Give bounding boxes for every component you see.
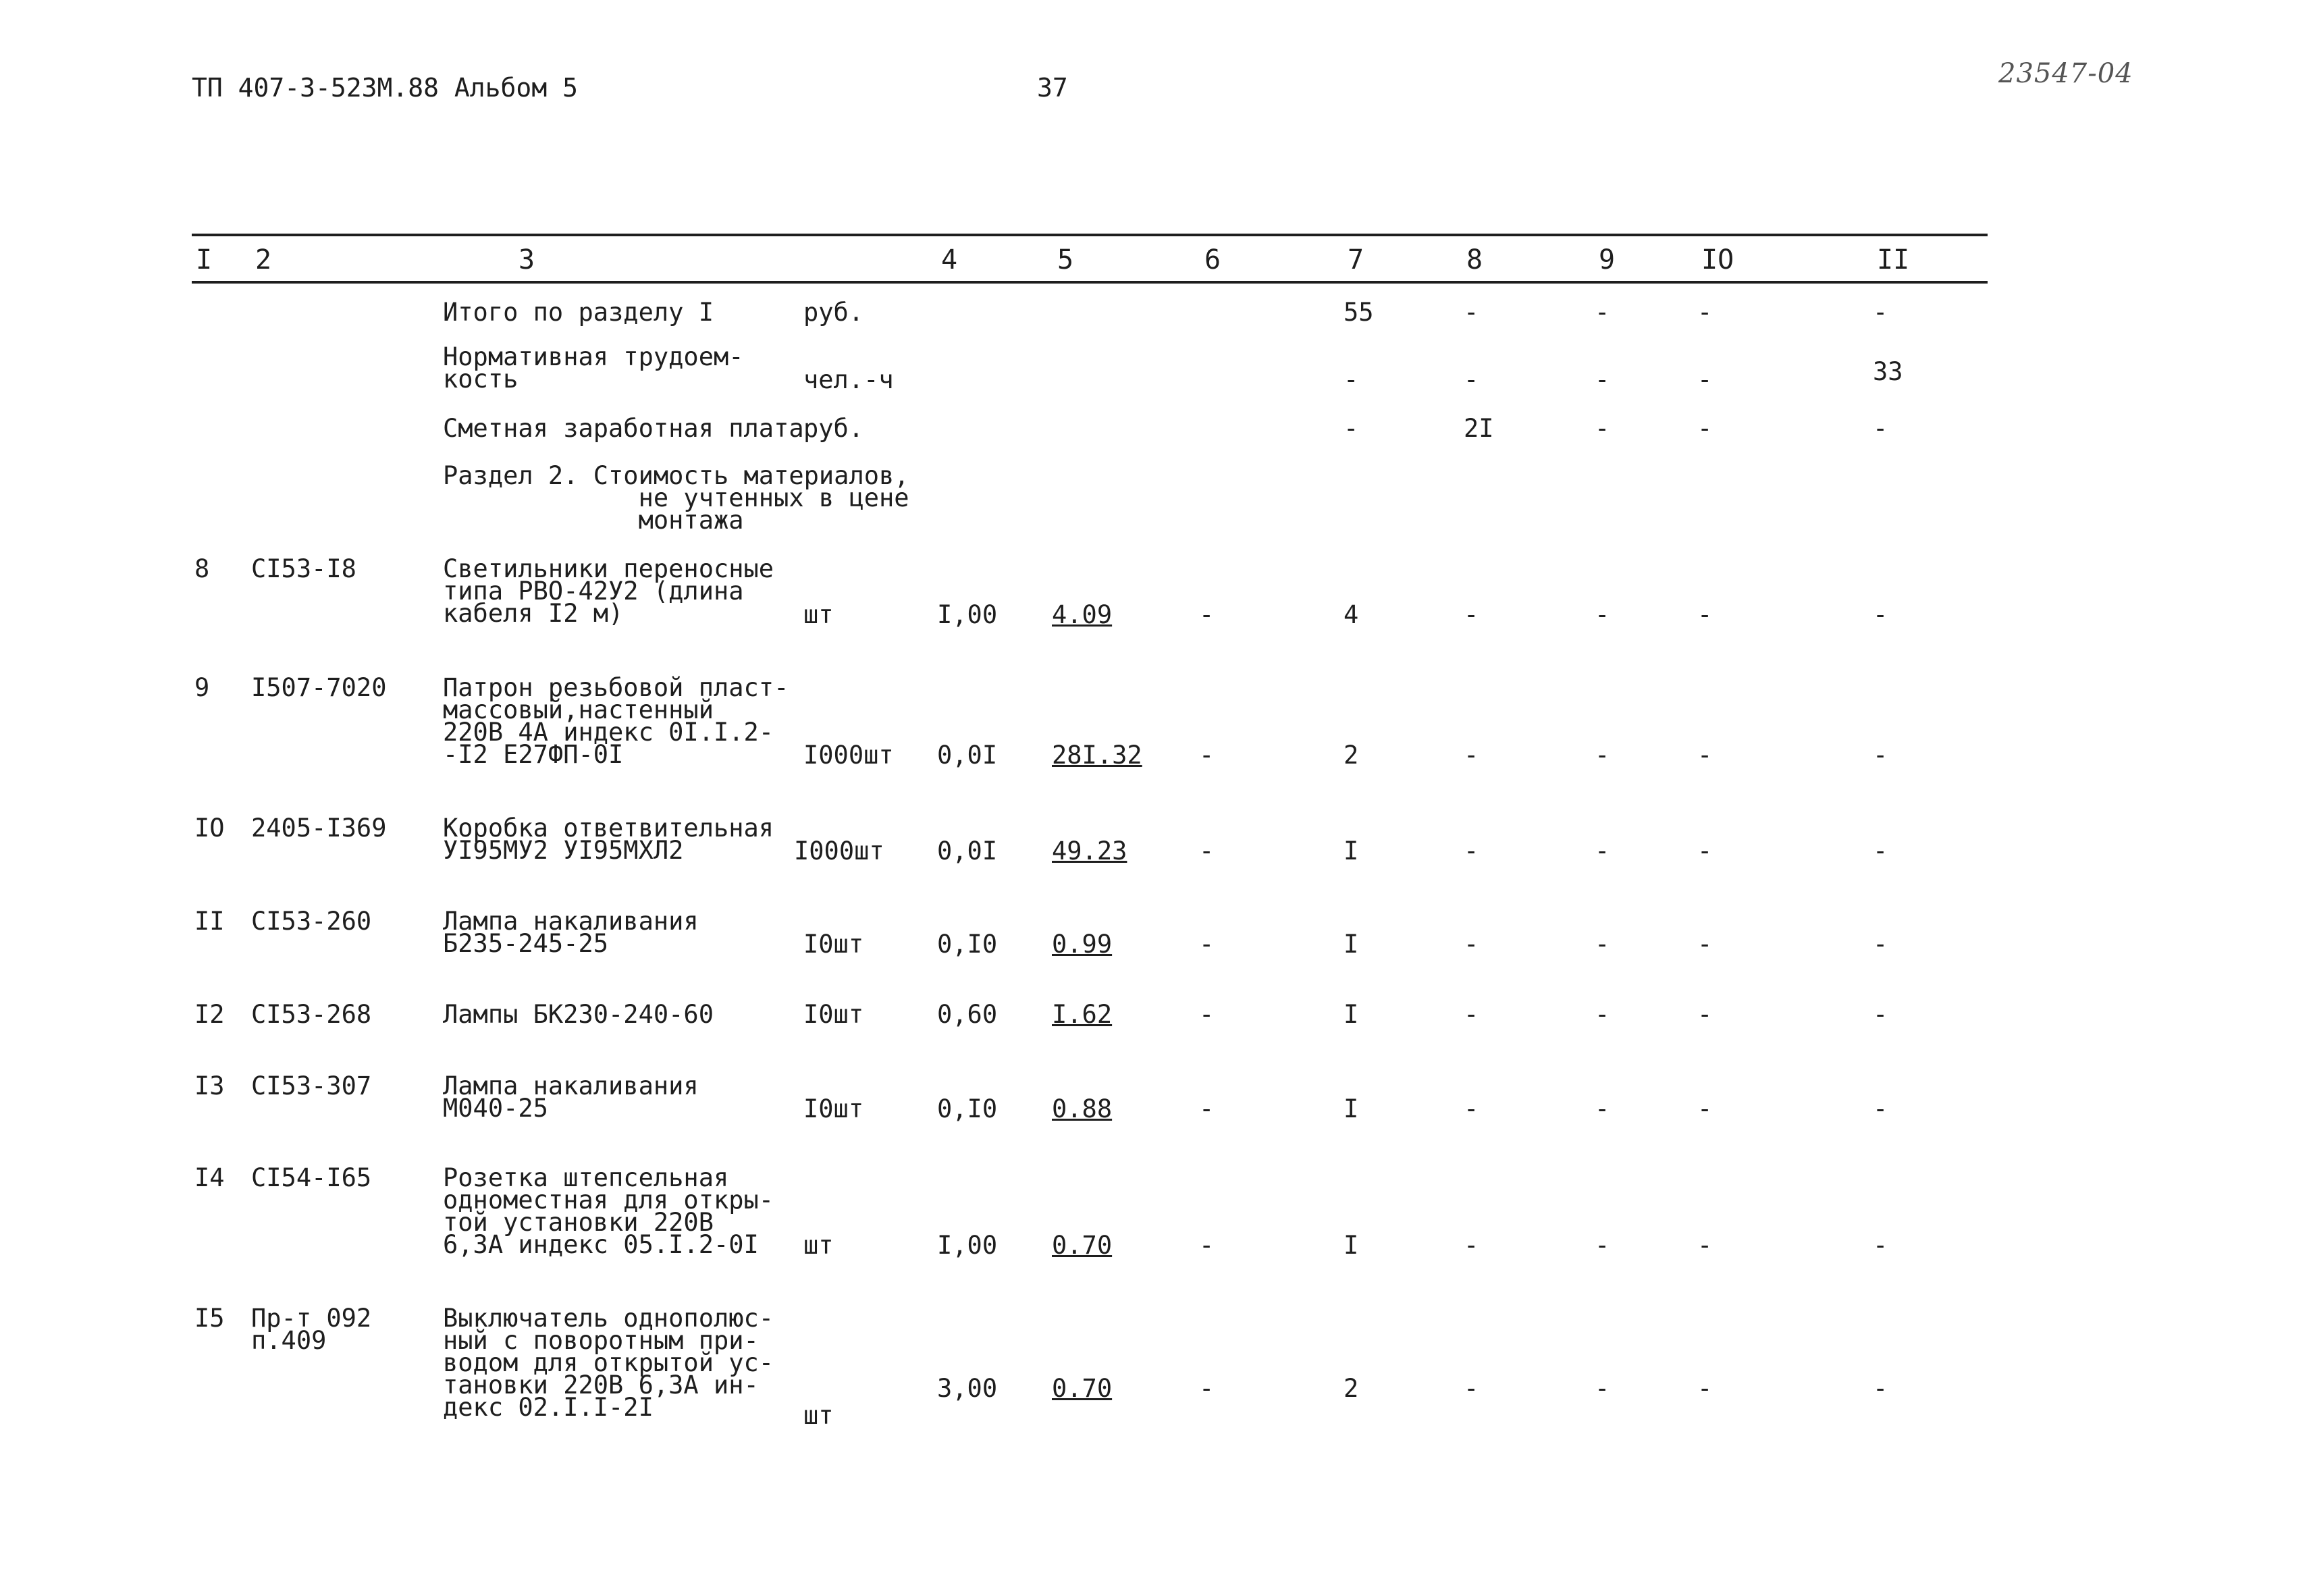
row-col10: - [1697,836,1713,866]
row-col6: - [1199,1094,1215,1123]
row-code: СI53-268 [251,1000,372,1029]
row-number: I5 [194,1304,225,1333]
summary-col11: 33 [1873,357,1903,386]
row-col11: - [1873,1000,1888,1029]
row-col6: - [1199,930,1215,959]
column-header: IO [1701,244,1734,275]
row-col11: - [1873,741,1888,770]
row-price: 0.70 [1052,1231,1113,1260]
row-col9: - [1595,1094,1610,1123]
summary-col8: 2I [1464,414,1494,443]
row-code: I507-7020 [251,673,387,702]
row-col11: - [1873,1231,1888,1260]
column-header: 6 [1204,244,1221,275]
row-col10: - [1697,600,1713,629]
row-code: СI53-307 [251,1071,372,1100]
table-row [0,907,2313,959]
row-unit: I0шт [803,1094,864,1123]
summary-col7: - [1344,414,1359,443]
row-col10: - [1697,930,1713,959]
row-unit: I0шт [803,1000,864,1029]
summary-unit: руб. [803,298,864,327]
table-top-rule [192,234,1988,236]
row-col9: - [1595,600,1610,629]
row-col9: - [1595,1231,1610,1260]
row-price: 0.70 [1052,1374,1113,1403]
row-col9: - [1595,1374,1610,1403]
row-col6: - [1199,1374,1215,1403]
row-code: СI54-I65 [251,1163,372,1192]
row-unit: I000шт [794,836,884,866]
row-unit: шт [803,600,834,629]
row-col10: - [1697,1231,1713,1260]
summary-col9: - [1595,298,1610,327]
row-col7: 4 [1344,600,1359,629]
summary-row-wages [0,414,2313,443]
row-col8: - [1464,1231,1479,1260]
table-row [0,673,2313,770]
row-name: Лампы БК230-240-60 [443,1000,714,1029]
summary-col10: - [1697,365,1713,394]
row-price: 0.88 [1052,1094,1113,1123]
column-header: 9 [1599,244,1616,275]
summary-col7: - [1344,365,1359,394]
row-col10: - [1697,741,1713,770]
row-price: I.62 [1052,1000,1113,1029]
row-name: Лампа накаливания Б235-245-25 [443,907,699,958]
row-quantity: I,00 [937,1231,998,1260]
row-number: I3 [194,1071,225,1100]
row-col11: - [1873,1374,1888,1403]
row-col8: - [1464,930,1479,959]
row-price: 49.23 [1052,836,1127,866]
row-name: Светильники переносные типа РВО-42У2 (длина кабеля I2 м) [443,554,774,628]
row-col7: I [1344,836,1359,866]
row-number: II [194,907,225,936]
summary-label: Итого по разделу I [443,298,714,327]
row-name: Розетка штепсельная одноместная для откры- той установки 220В 6,3А индекс 05.I.2-0I [443,1163,774,1259]
summary-col10: - [1697,298,1713,327]
summary-label: Сметная заработная плата [443,414,804,443]
summary-col11: - [1873,414,1888,443]
summary-col8: - [1464,298,1479,327]
column-header: 5 [1057,244,1074,275]
row-code: СI53-260 [251,907,372,936]
row-number: 8 [194,554,210,583]
row-col8: - [1464,1374,1479,1403]
row-col7: 2 [1344,741,1359,770]
row-quantity: 3,00 [937,1374,998,1403]
column-header: I [196,244,213,275]
row-quantity: 0,0I [937,836,998,866]
row-col10: - [1697,1000,1713,1029]
row-name: Лампа накаливания М040-25 [443,1071,699,1123]
row-code: Пр-т 092 п.409 [251,1304,372,1355]
row-col9: - [1595,741,1610,770]
page-number: 37 [1037,73,1068,103]
document-reference: ТП 407-3-523М.88 Альбом 5 [192,73,578,103]
row-number: I2 [194,1000,225,1029]
row-col9: - [1595,1000,1610,1029]
row-quantity: 0,I0 [937,930,998,959]
row-col7: I [1344,1231,1359,1260]
row-col11: - [1873,836,1888,866]
table-row [0,1000,2313,1029]
row-col9: - [1595,930,1610,959]
row-col8: - [1464,836,1479,866]
column-header: 3 [519,244,535,275]
row-col11: - [1873,1094,1888,1123]
summary-label: Нормативная трудоем- кость [443,342,744,394]
row-col7: I [1344,1000,1359,1029]
row-number: 9 [194,673,210,702]
row-col6: - [1199,1000,1215,1029]
table-row [0,1304,2313,1430]
table-row [0,814,2313,866]
row-name: Выключатель однополюс- ный с поворотным при- водом для открытой ус- тановки 220В 6,3А ин- декс 02.I.I-2I [443,1304,774,1422]
row-unit: шт [803,1401,834,1430]
row-unit: шт [803,1231,834,1260]
summary-col11: - [1873,298,1888,327]
row-col8: - [1464,1094,1479,1123]
row-number: I4 [194,1163,225,1192]
column-header: 7 [1348,244,1364,275]
column-header: 4 [941,244,958,275]
section-title-row [0,461,2313,535]
row-col6: - [1199,741,1215,770]
row-col11: - [1873,600,1888,629]
summary-col8: - [1464,365,1479,394]
row-name: Коробка ответвительная УI95МУ2 УI95МХЛ2 [443,814,774,865]
row-name: Патрон резьбовой пласт- массовый,настенный 220В 4А индекс 0I.I.2- -I2 Е27ФП-0I [443,673,789,769]
row-col7: I [1344,930,1359,959]
row-quantity: 0,I0 [937,1094,998,1123]
summary-col7: 55 [1344,298,1374,327]
row-price: 28I.32 [1052,741,1142,770]
row-code: СI53-I8 [251,554,356,583]
row-col9: - [1595,836,1610,866]
row-quantity: 0,60 [937,1000,998,1029]
row-col7: 2 [1344,1374,1359,1403]
row-col10: - [1697,1374,1713,1403]
row-col6: - [1199,600,1215,629]
section-title: Раздел 2. Стоимость материалов, не учтенных в цене монтажа [443,461,909,535]
row-col8: - [1464,1000,1479,1029]
row-col11: - [1873,930,1888,959]
column-header: 2 [255,244,272,275]
row-quantity: I,00 [937,600,998,629]
row-unit: I000шт [803,741,894,770]
row-number: IO [194,814,225,843]
row-col10: - [1697,1094,1713,1123]
summary-row-total [0,298,2313,327]
row-col8: - [1464,741,1479,770]
row-quantity: 0,0I [937,741,998,770]
column-header: II [1877,244,1910,275]
summary-col9: - [1595,365,1610,394]
row-price: 0.99 [1052,930,1113,959]
row-col6: - [1199,836,1215,866]
summary-col9: - [1595,414,1610,443]
table-header-rule [192,281,1988,284]
summary-col10: - [1697,414,1713,443]
archive-stamp: 23547-04 [1998,58,2133,89]
row-code: 2405-I369 [251,814,387,843]
row-col8: - [1464,600,1479,629]
row-col7: I [1344,1094,1359,1123]
row-unit: I0шт [803,930,864,959]
row-col6: - [1199,1231,1215,1260]
summary-unit: чел.-ч [803,365,894,394]
row-price: 4.09 [1052,600,1113,629]
column-header: 8 [1466,244,1483,275]
summary-unit: руб. [803,414,864,443]
